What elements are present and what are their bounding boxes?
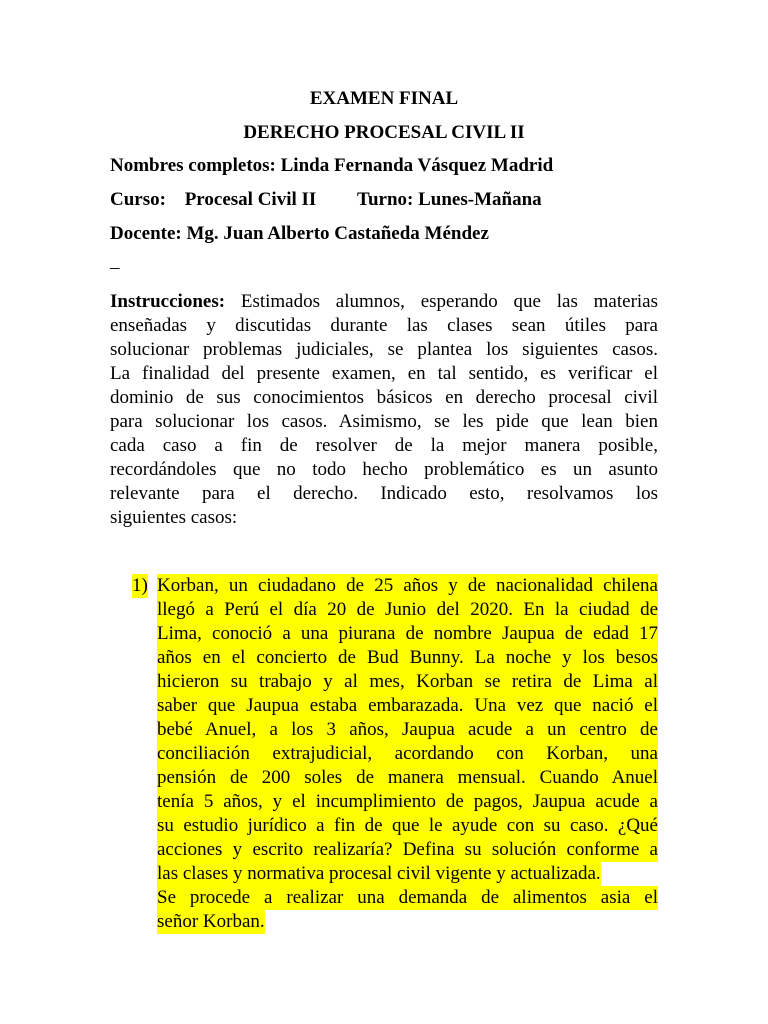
course-title: DERECHO PROCESAL CIVIL II — [243, 122, 525, 143]
instructions-label: Instrucciones: — [110, 291, 226, 312]
case-line: saber que Jaupua estaba embarazada. Una vez que nació el — [157, 695, 658, 716]
teacher-value: Mg. Juan Alberto Castañeda Méndez — [186, 223, 489, 244]
shift-label: Turno: — [357, 189, 414, 210]
names-label: Nombres completos: — [110, 155, 276, 176]
case-answer-line: señor Korban. — [157, 911, 265, 932]
separator-mark: – — [110, 257, 120, 278]
course-label: Curso: — [110, 189, 166, 210]
exam-title: EXAMEN FINAL — [309, 88, 459, 109]
case-line: hicieron su trabajo y al mes, Korban se retira de Lima al — [157, 671, 658, 692]
case-line: las clases y normativa procesal civil vigente y actualizada. — [157, 863, 601, 884]
case-line: su estudio jurídico a fin de que le ayude con su caso. ¿Qué — [157, 815, 658, 836]
instructions-line: recordándoles que no todo hecho problemático es un asunto — [110, 459, 658, 480]
instructions-line: para solucionar los casos. Asimismo, se les pide que lean bien — [110, 411, 658, 432]
case-line: años en el concierto de Bud Bunny. La noche y los besos — [157, 647, 658, 668]
course-value: Procesal Civil II — [184, 189, 317, 210]
case-line: llegó a Perú el día 20 de Junio del 2020. En la ciudad de — [157, 599, 658, 620]
teacher-row — [110, 222, 489, 246]
case-line: tenía 5 años, y el incumplimiento de pagos, Jaupua acude a — [157, 791, 658, 812]
names-value: Linda Fernanda Vásquez Madrid — [280, 155, 554, 176]
course-row — [110, 188, 542, 212]
student-names-row — [110, 154, 553, 178]
case-answer-line: Se procede a realizar una demanda de alimentos asia el — [157, 887, 658, 908]
instructions-line: cada caso a fin de resolver de la mejor manera posible, — [110, 435, 658, 456]
teacher-label: Docente: — [110, 223, 182, 244]
instructions-line: dominio de sus conocimientos básicos en derecho procesal civil — [110, 387, 658, 408]
case-line: Korban, un ciudadano de 25 años y de nacionalidad chilena — [157, 575, 658, 596]
case-line: Lima, conoció a una piurana de nombre Jaupua de edad 17 — [157, 623, 658, 644]
shift-value: Lunes-Mañana — [418, 189, 542, 210]
case-line: bebé Anuel, a los 3 años, Jaupua acude a un centro de — [157, 719, 658, 740]
instructions-line: enseñadas y discutidas durante las clases sean útiles para — [110, 315, 658, 336]
instructions-line: solucionar problemas judiciales, se plantea los siguientes casos. — [110, 339, 658, 360]
case-number: 1) — [132, 575, 148, 596]
instructions-line: siguientes casos: — [110, 507, 238, 528]
case-line: pensión de 200 soles de manera mensual. Cuando Anuel — [157, 767, 658, 788]
case-line: conciliación extrajudicial, acordando con Korban, una — [157, 743, 658, 764]
instructions-line: relevante para el derecho. Indicado esto, resolvamos los — [110, 483, 658, 504]
instructions-line: Instrucciones: Estimados alumnos, esperando que las materias — [110, 291, 658, 312]
instructions-line: La finalidad del presente examen, en tal sentido, es verificar el — [110, 363, 658, 384]
case-line: acciones y escrito realizaría? Defina su solución conforme a — [157, 839, 658, 860]
